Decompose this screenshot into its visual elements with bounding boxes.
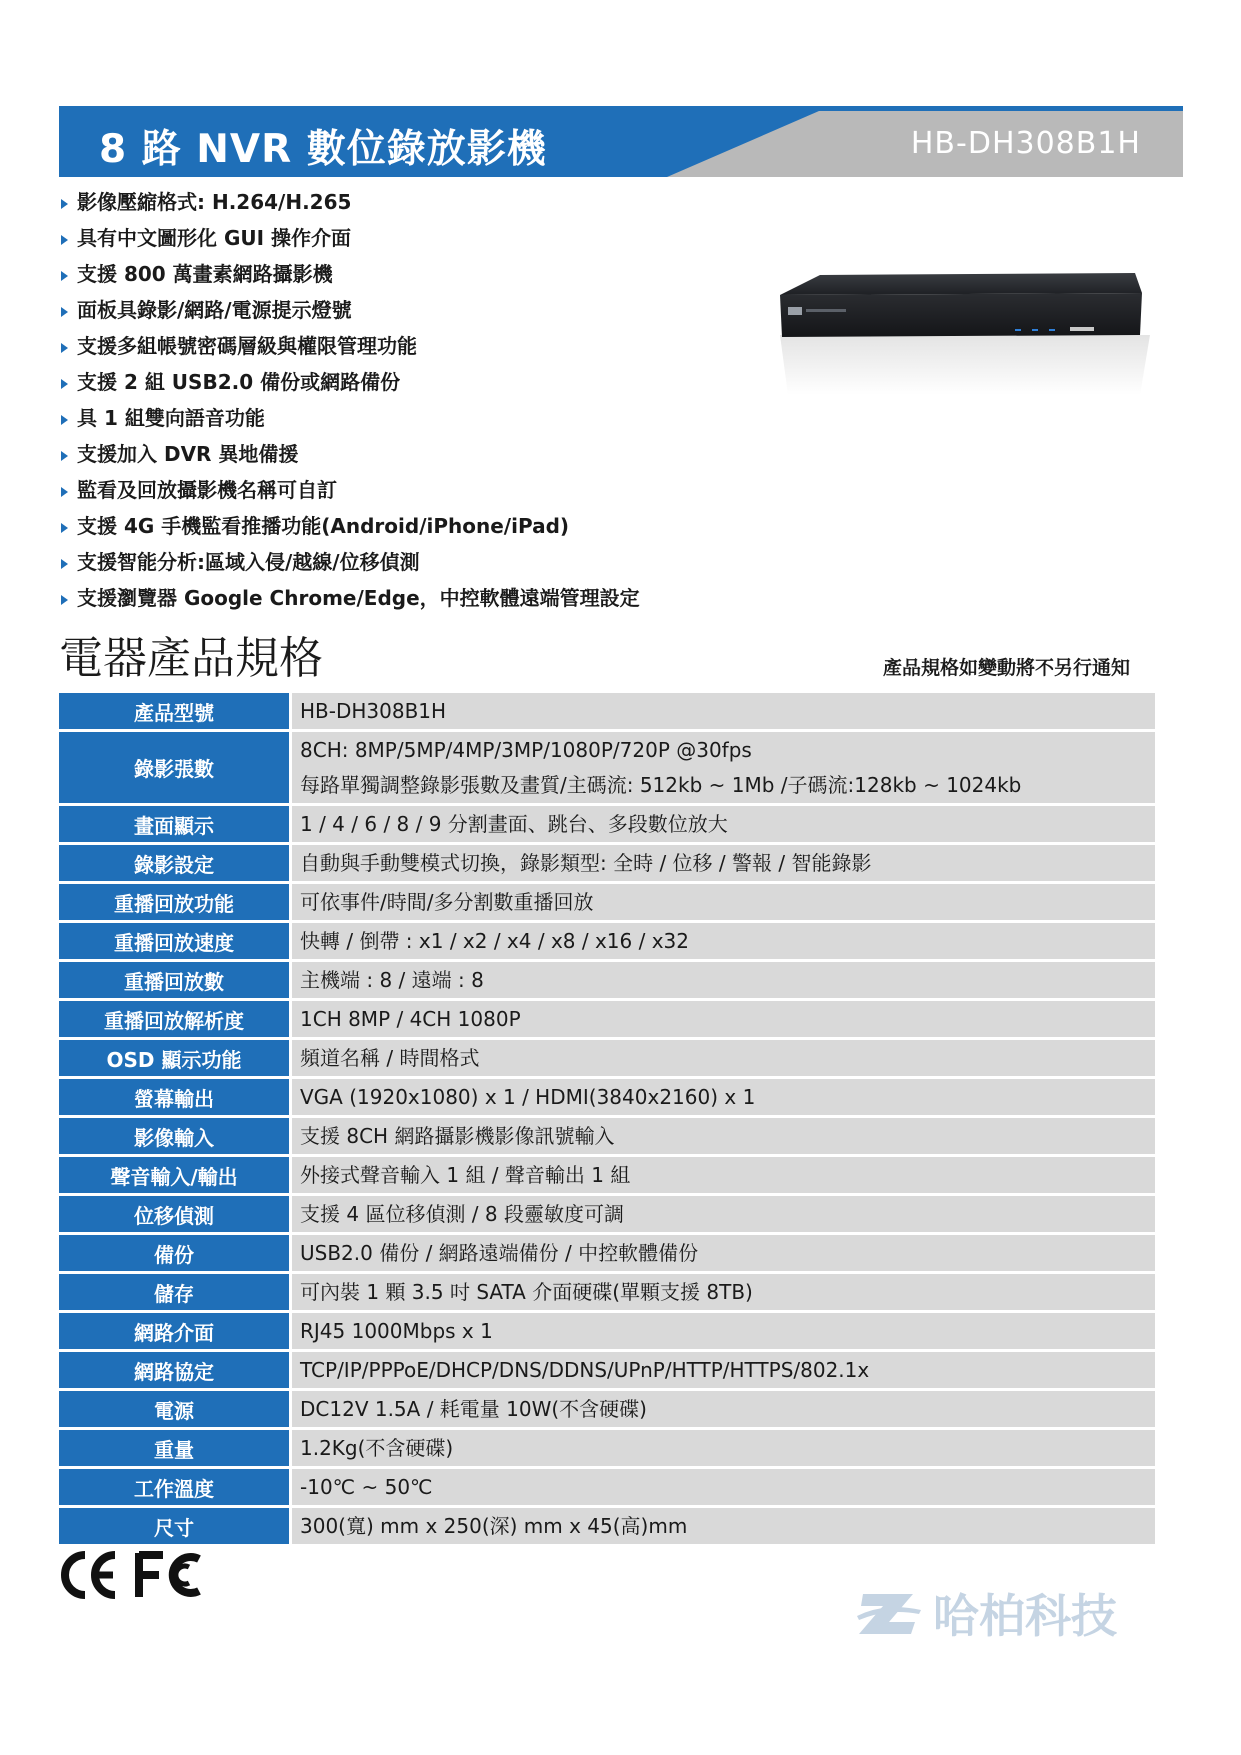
spec-label: 尺寸: [59, 1508, 289, 1544]
bullet-icon: [61, 379, 68, 389]
feature-item: [59, 184, 640, 220]
spec-value-line: HB-DH308B1H: [300, 698, 447, 723]
bullet-icon: [61, 523, 68, 533]
spec-label: 產品型號: [59, 693, 289, 729]
feature-text: 支援智能分析:區域入侵/越線/位移偵測: [77, 550, 420, 574]
spec-value: [292, 1118, 1155, 1154]
spec-value: [292, 1352, 1155, 1388]
spec-value-line: 主機端 : 8 / 遠端 : 8: [300, 967, 484, 992]
spec-row: [59, 1157, 1155, 1193]
spec-label: 螢幕輸出: [59, 1079, 289, 1115]
bullet-icon: [61, 199, 68, 209]
spec-value: [292, 1040, 1155, 1076]
spec-value-line: RJ45 1000Mbps x 1: [300, 1318, 493, 1343]
spec-row: [59, 1079, 1155, 1115]
spec-value-line: TCP/IP/PPPoE/DHCP/DNS/DDNS/UPnP/HTTP/HTTPS/802.1x: [300, 1357, 870, 1382]
feature-text: 具 1 組雙向語音功能: [77, 406, 265, 430]
spec-value: [292, 845, 1155, 881]
spec-value-line: 自動與手動雙模式切換，錄影類型: 全時 / 位移 / 警報 / 智能錄影: [300, 850, 872, 875]
spec-value-line: 每路單獨調整錄影張數及畫質/主碼流: 512kb ~ 1Mb /子碼流:128kb ~ 1024kb: [300, 772, 1022, 797]
product-title: 8 路 NVR 數位錄放影機: [99, 127, 547, 172]
bullet-icon: [61, 271, 68, 281]
spec-row: [59, 1508, 1155, 1544]
spec-label: 聲音輸入/輸出: [59, 1157, 289, 1193]
bullet-icon: [61, 343, 68, 353]
spec-value: [292, 1196, 1155, 1232]
spec-value-line: 1 / 4 / 6 / 8 / 9 分割畫面、跳台、多段數位放大: [300, 811, 728, 836]
spec-label: 重播回放速度: [59, 923, 289, 959]
spec-row: [59, 1274, 1155, 1310]
spec-value: [292, 1430, 1155, 1466]
spec-value-line: DC12V 1.5A / 耗電量 10W(不含硬碟): [300, 1396, 647, 1421]
feature-list: [59, 184, 640, 616]
feature-text: 監看及回放攝影機名稱可自訂: [77, 478, 337, 502]
spec-value-line: 1CH 8MP / 4CH 1080P: [300, 1006, 521, 1031]
spec-table: [56, 690, 1158, 1547]
spec-label: 備份: [59, 1235, 289, 1271]
bullet-icon: [61, 235, 68, 245]
spec-row: [59, 806, 1155, 842]
spec-row: [59, 1235, 1155, 1271]
spec-value-line: 300(寬) mm x 250(深) mm x 45(高)mm: [300, 1513, 688, 1538]
spec-value-line: 可依事件/時間/多分割數重播回放: [300, 889, 594, 914]
nvr-device-image: [780, 265, 1150, 405]
spec-label: 錄影設定: [59, 845, 289, 881]
spec-value: [292, 1469, 1155, 1505]
spec-label: 儲存: [59, 1274, 289, 1310]
feature-item: [59, 580, 640, 616]
spec-row: [59, 1040, 1155, 1076]
spec-row: [59, 1352, 1155, 1388]
spec-value-line: USB2.0 備份 / 網路遠端備份 / 中控軟體備份: [300, 1240, 699, 1265]
spec-label: 影像輸入: [59, 1118, 289, 1154]
spec-label: 重量: [59, 1430, 289, 1466]
spec-row: [59, 1118, 1155, 1154]
spec-label: 網路協定: [59, 1352, 289, 1388]
spec-row: [59, 1430, 1155, 1466]
feature-text: 面板具錄影/網路/電源提示燈號: [77, 298, 352, 322]
spec-value: [292, 1157, 1155, 1193]
feature-item: [59, 220, 640, 256]
spec-value: [292, 1508, 1155, 1544]
spec-value-line: 快轉 / 倒帶 : x1 / x2 / x4 / x8 / x16 / x32: [300, 928, 689, 953]
feature-item: [59, 292, 640, 328]
product-model: HB-DH308B1H: [910, 126, 1141, 161]
spec-value: [292, 1235, 1155, 1271]
spec-value: [292, 1313, 1155, 1349]
spec-value: [292, 884, 1155, 920]
feature-text: 支援 4G 手機監看推播功能(Android/iPhone/iPad): [77, 514, 570, 538]
spec-value: [292, 806, 1155, 842]
feature-item: [59, 256, 640, 292]
spec-row: [59, 1391, 1155, 1427]
spec-value-line: -10℃ ~ 50℃: [300, 1474, 433, 1499]
bullet-icon: [61, 307, 68, 317]
bullet-icon: [61, 487, 68, 497]
ce-fc-certification-icon: [59, 1547, 209, 1603]
spec-value-line: 8CH: 8MP/5MP/4MP/3MP/1080P/720P @30fps: [300, 737, 752, 762]
feature-item: [59, 544, 640, 580]
spec-label: 位移偵測: [59, 1196, 289, 1232]
feature-text: 具有中文圖形化 GUI 操作介面: [77, 226, 352, 250]
svg-text:哈柏科技: 哈柏科技: [933, 1589, 1117, 1643]
spec-value: [292, 923, 1155, 959]
spec-label: 錄影張數: [59, 732, 289, 803]
feature-item: [59, 400, 640, 436]
spec-label: 重播回放功能: [59, 884, 289, 920]
spec-value-line: 可內裝 1 顆 3.5 吋 SATA 介面硬碟(單顆支援 8TB): [300, 1279, 753, 1304]
spec-value-line: 外接式聲音輸入 1 組 / 聲音輸出 1 組: [300, 1162, 631, 1187]
spec-row: [59, 884, 1155, 920]
feature-item: [59, 472, 640, 508]
spec-value-line: VGA (1920x1080) x 1 / HDMI(3840x2160) x 1: [300, 1084, 756, 1109]
spec-value-line: 1.2Kg(不含硬碟): [300, 1435, 454, 1460]
spec-label: 畫面顯示: [59, 806, 289, 842]
spec-row: [59, 1196, 1155, 1232]
spec-row: [59, 962, 1155, 998]
spec-label: 工作溫度: [59, 1469, 289, 1505]
spec-value: [292, 1274, 1155, 1310]
feature-text: 支援 800 萬畫素網路攝影機: [77, 262, 333, 286]
feature-text: 支援 2 組 USB2.0 備份或網路備份: [77, 370, 401, 394]
spec-row: [59, 1313, 1155, 1349]
spec-value: [292, 1391, 1155, 1427]
spec-label: 重播回放解析度: [59, 1001, 289, 1037]
spec-row: [59, 1469, 1155, 1505]
spec-value: [292, 962, 1155, 998]
feature-text: 支援多組帳號密碼層級與權限管理功能: [77, 334, 417, 358]
spec-value-line: 頻道名稱 / 時間格式: [300, 1045, 480, 1070]
spec-label: 電源: [59, 1391, 289, 1427]
spec-title: 電器產品規格: [59, 633, 323, 684]
feature-item: [59, 508, 640, 544]
feature-item: [59, 364, 640, 400]
spec-row: [59, 845, 1155, 881]
spec-value: [292, 1001, 1155, 1037]
spec-value: [292, 732, 1155, 803]
bullet-icon: [61, 559, 68, 569]
spec-label: 網路介面: [59, 1313, 289, 1349]
spec-label: 重播回放數: [59, 962, 289, 998]
feature-item: [59, 436, 640, 472]
spec-value-line: 支援 8CH 網路攝影機影像訊號輸入: [300, 1123, 615, 1148]
company-logo: [855, 1582, 1185, 1646]
feature-item: [59, 328, 640, 364]
feature-text: 支援瀏覽器 Google Chrome/Edge，中控軟體遠端管理設定: [77, 586, 640, 610]
bullet-icon: [61, 415, 68, 425]
header-banner: [59, 106, 1183, 177]
feature-text: 影像壓縮格式: H.264/H.265: [77, 190, 352, 214]
spec-row: [59, 923, 1155, 959]
spec-row: [59, 732, 1155, 803]
spec-value-line: 支援 4 區位移偵測 / 8 段靈敏度可調: [300, 1201, 624, 1226]
bullet-icon: [61, 451, 68, 461]
spec-row: [59, 693, 1155, 729]
spec-value: [292, 1079, 1155, 1115]
spec-note: 產品規格如變動將不另行通知: [882, 657, 1130, 679]
feature-text: 支援加入 DVR 異地備援: [77, 442, 299, 466]
spec-value: [292, 693, 1155, 729]
bullet-icon: [61, 595, 68, 605]
spec-row: [59, 1001, 1155, 1037]
spec-label: OSD 顯示功能: [59, 1040, 289, 1076]
